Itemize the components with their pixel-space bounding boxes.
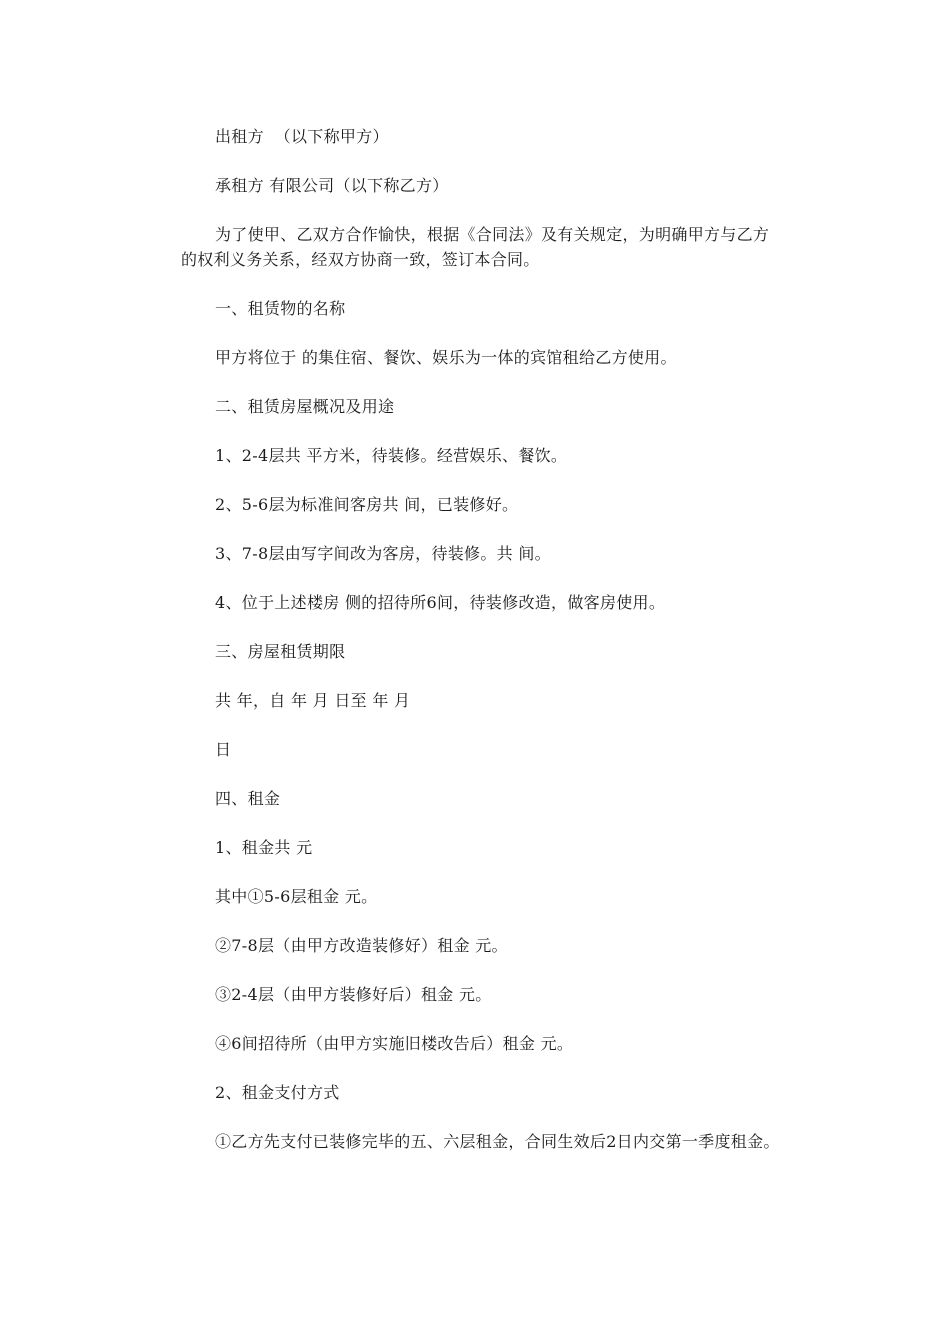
lease-term-day-line: 日	[215, 740, 232, 759]
contract-body	[181, 124, 781, 1154]
rent-item-3: ③2-4层（由甲方装修好后）租金 元。	[215, 985, 492, 1004]
section-heading-1: 一、租赁物的名称	[215, 299, 346, 318]
rent-item-4: ④6间招待所（由甲方实施旧楼改告后）租金 元。	[215, 1034, 574, 1053]
rent-item-1: 其中①5-6层租金 元。	[215, 887, 378, 906]
lease-term-line: 共 年，自 年 月 日至 年 月	[215, 691, 411, 710]
rent-total-line: 1、租金共 元	[215, 838, 313, 857]
payment-method-item-1: ①乙方先支付已装修完毕的五、六层租金，合同生效后2日内交第一季度租金。	[215, 1132, 780, 1151]
section-2-item-1: 1、2-4层共 平方米，待装修。经营娱乐、餐饮。	[215, 446, 568, 465]
section-heading-3: 三、房屋租赁期限	[215, 642, 346, 661]
rent-item-2: ②7-8层（由甲方改造装修好）租金 元。	[215, 936, 508, 955]
section-2-item-3: 3、7-8层由写字间改为客房，待装修。共 间。	[215, 544, 551, 563]
lessor-line: 出租方 （以下称甲方）	[215, 127, 389, 146]
lessee-line: 承租方 有限公司（以下称乙方）	[215, 176, 449, 195]
section-2-item-4: 4、位于上述楼房 侧的招待所6间，待装修改造，做客房使用。	[215, 593, 666, 612]
section-heading-2: 二、租赁房屋概况及用途	[215, 397, 395, 416]
preamble-paragraph: 为了使甲、乙双方合作愉快，根据《合同法》及有关规定，为明确甲方与乙方的权利义务关系，经双方协商一致，签订本合同。	[181, 225, 770, 269]
section-heading-4: 四、租金	[215, 789, 281, 808]
section-1-paragraph: 甲方将位于 的集住宿、餐饮、娱乐为一体的宾馆租给乙方使用。	[215, 348, 677, 367]
section-2-item-2: 2、5-6层为标准间客房共 间，已装修好。	[215, 495, 519, 514]
payment-method-heading: 2、租金支付方式	[215, 1083, 340, 1102]
